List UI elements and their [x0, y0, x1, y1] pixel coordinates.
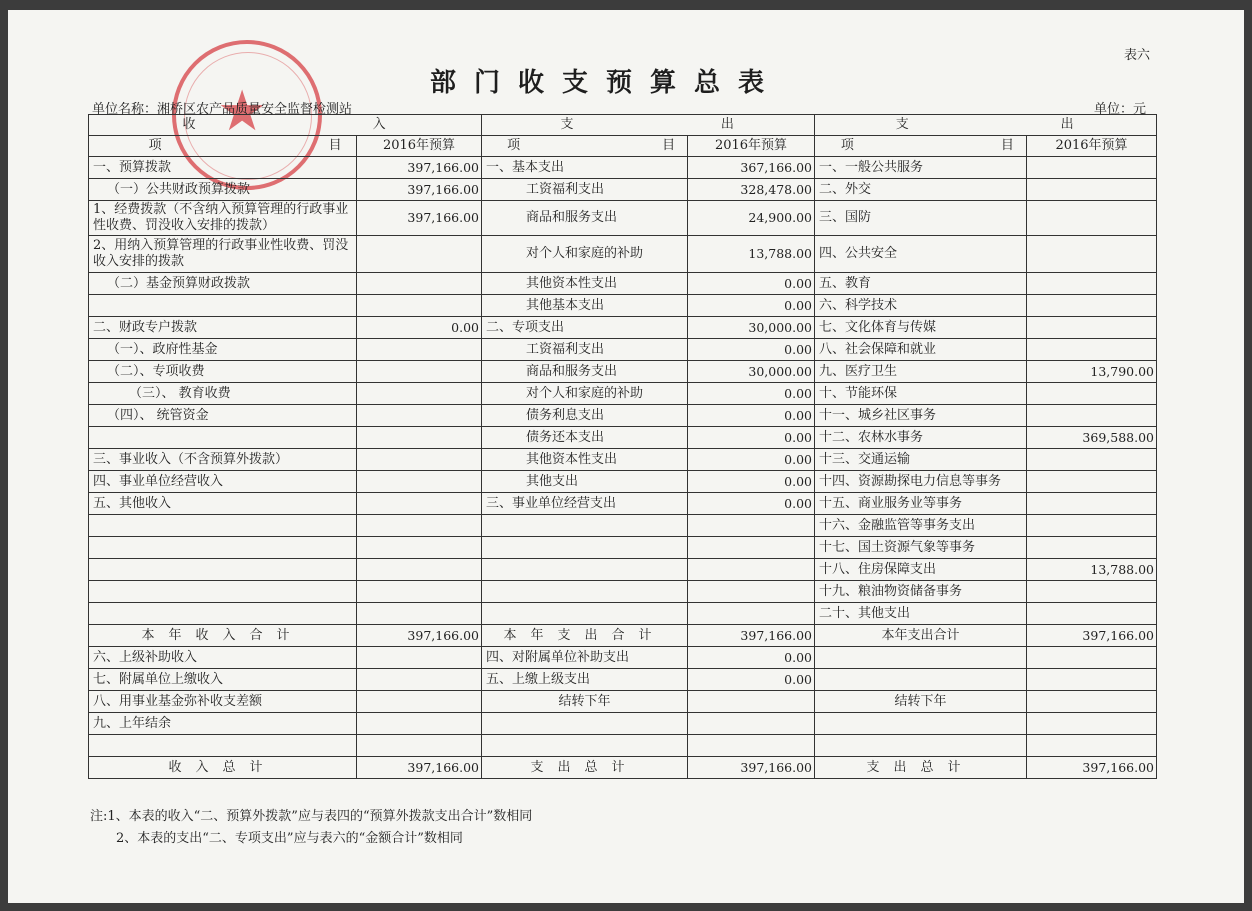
expense-item-cell: 四、对附属单位补助支出: [482, 647, 688, 669]
expense-item-cell: [482, 537, 688, 559]
expense-amount-cell: 397,166.00: [688, 757, 815, 779]
expense-amount-cell: [688, 581, 815, 603]
income-item-cell: [89, 581, 357, 603]
footnote-1: 注:1、本表的收入“二、预算外拨款”应与表四的“预算外拨款支出合计”数相同: [90, 809, 533, 824]
function-item-cell: 十三、交通运输: [815, 449, 1027, 471]
income-item-cell: （一）公共财政预算拨款: [89, 179, 357, 201]
table-row: [89, 713, 1157, 735]
income-item-cell: 1、经费拨款（不含纳入预算管理的行政事业性收费、罚没收入安排的拨款）: [89, 201, 357, 236]
function-amount-cell: [1027, 493, 1157, 515]
income-item-cell: 九、上年结余: [89, 713, 357, 735]
function-amount-cell: [1027, 179, 1157, 201]
expense-item-cell: 支出总计: [482, 757, 688, 779]
expense-item-cell: [482, 603, 688, 625]
income-amount-cell: [357, 735, 482, 757]
function-amount-cell: [1027, 713, 1157, 735]
expense-item-cell: 对个人和家庭的补助: [482, 383, 688, 405]
table-row: [89, 383, 1157, 405]
expense-amount-cell: [688, 691, 815, 713]
income-amount-cell: 397,166.00: [357, 201, 482, 236]
income-amount-cell: [357, 603, 482, 625]
function-item-cell: 本年支出合计: [815, 625, 1027, 647]
function-item-cell: 二十、其他支出: [815, 603, 1027, 625]
income-item-cell: 二、财政专户拨款: [89, 317, 357, 339]
expense-amount-cell: 0.00: [688, 273, 815, 295]
income-header-left: 收: [182, 117, 196, 132]
item-header-income: [89, 136, 357, 157]
function-amount-cell: [1027, 449, 1157, 471]
expense-amount-cell: 0.00: [688, 339, 815, 361]
income-amount-cell: [357, 449, 482, 471]
header-row-sections: [89, 115, 1157, 136]
item-header-function: [815, 136, 1027, 157]
income-item-cell: 三、事业收入（不含预算外拨款）: [89, 449, 357, 471]
function-amount-cell: 369,588.00: [1027, 427, 1157, 449]
expense-section-header-2: [815, 115, 1157, 136]
function-amount-cell: [1027, 339, 1157, 361]
expense-amount-cell: 0.00: [688, 295, 815, 317]
table-row: [89, 236, 1157, 273]
budget-table: [88, 114, 1157, 779]
table-row: [89, 157, 1157, 179]
income-item-cell: （四）、 统管资金: [89, 405, 357, 427]
expense-item-cell: 二、专项支出: [482, 317, 688, 339]
year-header-expense: 2016年预算: [688, 136, 815, 157]
table-row: [89, 361, 1157, 383]
table-body: [89, 157, 1157, 779]
income-item-cell: （三）、 教育收费: [89, 383, 357, 405]
expense-amount-cell: 0.00: [688, 449, 815, 471]
table-row: [89, 691, 1157, 713]
expense-item-cell: 工资福利支出: [482, 339, 688, 361]
income-item-cell: 收入总计: [89, 757, 357, 779]
expense-amount-cell: 0.00: [688, 471, 815, 493]
function-amount-cell: [1027, 647, 1157, 669]
income-amount-cell: [357, 405, 482, 427]
item-header-expense-left: 项: [507, 138, 521, 153]
expense-amount-cell: [688, 515, 815, 537]
table-row: [89, 449, 1157, 471]
function-amount-cell: [1027, 581, 1157, 603]
table-row: [89, 295, 1157, 317]
income-amount-cell: [357, 581, 482, 603]
expense-amount-cell: 328,478.00: [688, 179, 815, 201]
function-amount-cell: [1027, 735, 1157, 757]
expense-item-cell: 五、上缴上级支出: [482, 669, 688, 691]
function-item-cell: 十七、国土资源气象等事务: [815, 537, 1027, 559]
expense-item-cell: [482, 735, 688, 757]
item-header-income-right: 目: [328, 138, 342, 153]
income-amount-cell: [357, 295, 482, 317]
function-amount-cell: [1027, 317, 1157, 339]
function-item-cell: 十一、城乡社区事务: [815, 405, 1027, 427]
year-header-function: 2016年预算: [1027, 136, 1157, 157]
item-header-expense: [482, 136, 688, 157]
expense-item-cell: [482, 713, 688, 735]
income-amount-cell: [357, 383, 482, 405]
table-row: [89, 559, 1157, 581]
expense-section-header-1: [482, 115, 815, 136]
income-amount-cell: [357, 471, 482, 493]
function-amount-cell: [1027, 471, 1157, 493]
function-amount-cell: [1027, 157, 1157, 179]
function-amount-cell: [1027, 383, 1157, 405]
expense-amount-cell: 0.00: [688, 493, 815, 515]
function-item-cell: 九、医疗卫生: [815, 361, 1027, 383]
table-row: [89, 405, 1157, 427]
unit-name: 单位名称：湘桥区农产品质量安全监督检测站: [92, 102, 353, 117]
seal-star-icon: ★: [217, 79, 268, 144]
table-row: [89, 603, 1157, 625]
function-item-cell: 支出总计: [815, 757, 1027, 779]
expense-item-cell: 其他支出: [482, 471, 688, 493]
header-row-columns: [89, 136, 1157, 157]
income-amount-cell: [357, 515, 482, 537]
table-row: [89, 669, 1157, 691]
expense-amount-cell: 30,000.00: [688, 361, 815, 383]
function-item-cell: 六、科学技术: [815, 295, 1027, 317]
function-item-cell: [815, 669, 1027, 691]
income-item-cell: [89, 735, 357, 757]
table-row: [89, 625, 1157, 647]
function-item-cell: 七、文化体育与传媒: [815, 317, 1027, 339]
income-item-cell: 2、用纳入预算管理的行政事业性收费、罚没收入安排的拨款: [89, 236, 357, 273]
income-item-cell: 八、用事业基金弥补收支差额: [89, 691, 357, 713]
expense-item-cell: 本年支出合计: [482, 625, 688, 647]
income-item-cell: [89, 295, 357, 317]
function-item-cell: [815, 735, 1027, 757]
table-row: [89, 179, 1157, 201]
item-header-income-left: 项: [148, 138, 162, 153]
income-amount-cell: 0.00: [357, 317, 482, 339]
income-amount-cell: [357, 273, 482, 295]
income-amount-cell: [357, 669, 482, 691]
function-amount-cell: [1027, 603, 1157, 625]
currency-unit: 单位：元: [1094, 102, 1147, 117]
table-row: [89, 317, 1157, 339]
function-item-cell: 十八、住房保障支出: [815, 559, 1027, 581]
expense-item-cell: 一、基本支出: [482, 157, 688, 179]
expense-header-left-2: 支: [895, 117, 909, 132]
income-item-cell: [89, 537, 357, 559]
function-amount-cell: [1027, 537, 1157, 559]
function-item-cell: 四、公共安全: [815, 236, 1027, 273]
expense-item-cell: 对个人和家庭的补助: [482, 236, 688, 273]
income-item-cell: [89, 603, 357, 625]
function-item-cell: 十六、金融监管等事务支出: [815, 515, 1027, 537]
expense-item-cell: 三、事业单位经营支出: [482, 493, 688, 515]
income-item-cell: （二）、专项收费: [89, 361, 357, 383]
table-row: [89, 581, 1157, 603]
function-amount-cell: [1027, 691, 1157, 713]
expense-amount-cell: 397,166.00: [688, 625, 815, 647]
income-header-right: 入: [372, 117, 386, 132]
table-row: [89, 735, 1157, 757]
function-item-cell: 三、国防: [815, 201, 1027, 236]
item-header-function-left: 项: [840, 138, 854, 153]
income-amount-cell: [357, 339, 482, 361]
income-item-cell: （一）、政府性基金: [89, 339, 357, 361]
expense-amount-cell: [688, 735, 815, 757]
function-item-cell: 一、一般公共服务: [815, 157, 1027, 179]
expense-item-cell: 债务还本支出: [482, 427, 688, 449]
income-amount-cell: 397,166.00: [357, 625, 482, 647]
function-amount-cell: [1027, 236, 1157, 273]
income-amount-cell: [357, 713, 482, 735]
function-item-cell: 八、社会保障和就业: [815, 339, 1027, 361]
function-amount-cell: 397,166.00: [1027, 625, 1157, 647]
item-header-expense-right: 目: [662, 138, 676, 153]
function-item-cell: 十五、商业服务业等事务: [815, 493, 1027, 515]
function-item-cell: 结转下年: [815, 691, 1027, 713]
income-item-cell: [89, 515, 357, 537]
expense-amount-cell: 13,788.00: [688, 236, 815, 273]
footnote-2: 2、本表的支出“二、专项支出”应与表六的“金额合计”数相同: [116, 831, 463, 846]
income-amount-cell: 397,166.00: [357, 757, 482, 779]
function-item-cell: [815, 713, 1027, 735]
function-item-cell: 十九、粮油物资储备事务: [815, 581, 1027, 603]
expense-item-cell: [482, 515, 688, 537]
income-amount-cell: 397,166.00: [357, 157, 482, 179]
table-row: [89, 493, 1157, 515]
expense-amount-cell: 0.00: [688, 383, 815, 405]
table-row: [89, 757, 1157, 779]
function-amount-cell: 13,790.00: [1027, 361, 1157, 383]
table-number: 表六: [1124, 48, 1151, 63]
function-amount-cell: [1027, 515, 1157, 537]
table-row: [89, 273, 1157, 295]
expense-item-cell: 其他资本性支出: [482, 273, 688, 295]
expense-item-cell: 商品和服务支出: [482, 201, 688, 236]
function-item-cell: [815, 647, 1027, 669]
expense-amount-cell: 0.00: [688, 405, 815, 427]
expense-amount-cell: 0.00: [688, 669, 815, 691]
income-item-cell: 四、事业单位经营收入: [89, 471, 357, 493]
function-item-cell: 二、外交: [815, 179, 1027, 201]
function-item-cell: 五、教育: [815, 273, 1027, 295]
income-item-cell: [89, 559, 357, 581]
income-amount-cell: [357, 493, 482, 515]
income-amount-cell: [357, 647, 482, 669]
function-amount-cell: [1027, 201, 1157, 236]
expense-item-cell: 结转下年: [482, 691, 688, 713]
function-amount-cell: [1027, 669, 1157, 691]
income-amount-cell: [357, 537, 482, 559]
function-item-cell: 十、节能环保: [815, 383, 1027, 405]
function-amount-cell: [1027, 405, 1157, 427]
expense-amount-cell: 0.00: [688, 427, 815, 449]
expense-item-cell: 其他基本支出: [482, 295, 688, 317]
table-row: [89, 339, 1157, 361]
table-row: [89, 427, 1157, 449]
function-amount-cell: [1027, 295, 1157, 317]
income-item-cell: 一、预算拨款: [89, 157, 357, 179]
expense-item-cell: 其他资本性支出: [482, 449, 688, 471]
year-header-income: 2016年预算: [357, 136, 482, 157]
item-header-function-right: 目: [1000, 138, 1014, 153]
expense-item-cell: 债务利息支出: [482, 405, 688, 427]
expense-header-right-1: 出: [720, 117, 734, 132]
function-amount-cell: 13,788.00: [1027, 559, 1157, 581]
expense-amount-cell: [688, 713, 815, 735]
income-amount-cell: [357, 427, 482, 449]
expense-header-left-1: 支: [560, 117, 574, 132]
table-row: [89, 471, 1157, 493]
expense-item-cell: [482, 559, 688, 581]
table-row: [89, 647, 1157, 669]
expense-item-cell: 工资福利支出: [482, 179, 688, 201]
income-amount-cell: [357, 361, 482, 383]
income-item-cell: 本年收入合计: [89, 625, 357, 647]
expense-amount-cell: [688, 559, 815, 581]
page-title: 部门收支预算总表: [430, 68, 783, 98]
function-item-cell: 十四、资源勘探电力信息等事务: [815, 471, 1027, 493]
expense-amount-cell: [688, 603, 815, 625]
function-amount-cell: 397,166.00: [1027, 757, 1157, 779]
income-item-cell: 五、其他收入: [89, 493, 357, 515]
income-amount-cell: [357, 691, 482, 713]
income-section-header: [89, 115, 482, 136]
income-item-cell: （二）基金预算财政拨款: [89, 273, 357, 295]
expense-amount-cell: 30,000.00: [688, 317, 815, 339]
expense-amount-cell: [688, 537, 815, 559]
expense-amount-cell: 0.00: [688, 647, 815, 669]
income-item-cell: [89, 427, 357, 449]
table-row: [89, 515, 1157, 537]
expense-item-cell: [482, 581, 688, 603]
expense-header-right-2: 出: [1060, 117, 1074, 132]
expense-amount-cell: 367,166.00: [688, 157, 815, 179]
function-amount-cell: [1027, 273, 1157, 295]
income-amount-cell: [357, 236, 482, 273]
income-item-cell: 七、附属单位上缴收入: [89, 669, 357, 691]
table-row: [89, 537, 1157, 559]
income-item-cell: 六、上级补助收入: [89, 647, 357, 669]
expense-item-cell: 商品和服务支出: [482, 361, 688, 383]
expense-amount-cell: 24,900.00: [688, 201, 815, 236]
income-amount-cell: [357, 559, 482, 581]
footnotes: [90, 806, 532, 850]
function-item-cell: 十二、农林水事务: [815, 427, 1027, 449]
income-amount-cell: 397,166.00: [357, 179, 482, 201]
table-row: [89, 201, 1157, 236]
